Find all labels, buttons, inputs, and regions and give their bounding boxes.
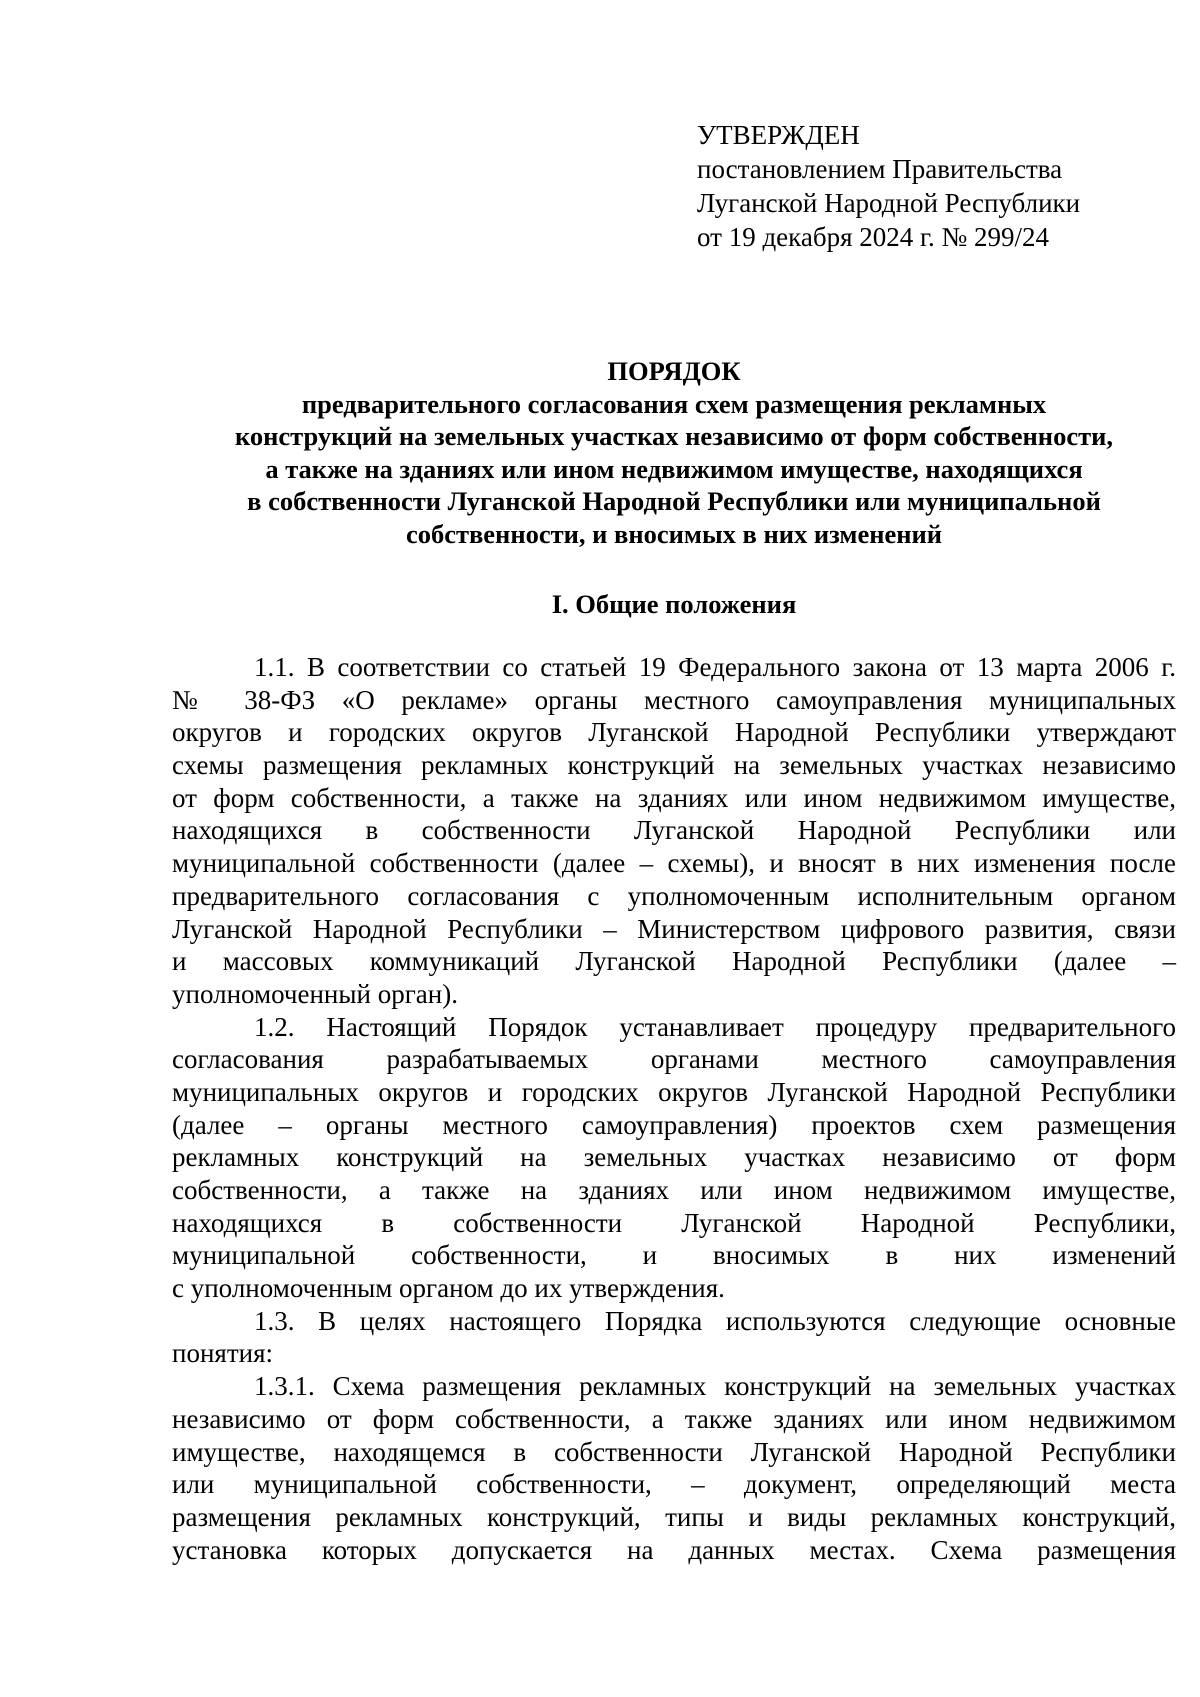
paragraph-p1-2 [172, 1011, 1176, 1305]
paragraph-line: 1.1. В соответствии со статьей 19 Федерального закона от 13 марта 2006 г. [254, 652, 1176, 682]
title-main: ПОРЯДОК [607, 356, 741, 386]
paragraph-line: Луганской Народной Республики – Министерством цифрового развития, связи [172, 913, 1176, 944]
paragraph-line: независимо от форм собственности, а также зданиях или ином недвижимом [172, 1403, 1176, 1434]
paragraph-line: 1.2. Настоящий Порядок устанавливает процедуру предварительного [254, 1011, 1176, 1042]
paragraph-line: или муниципальной собственности, – документ, определяющий места [172, 1469, 1176, 1500]
paragraph-p1-1 [172, 651, 1176, 1011]
section-heading: I. Общие положения [551, 589, 797, 619]
paragraph-p1-3 [172, 1305, 1176, 1370]
paragraph-line: (далее – органы местного самоуправления) проектов схем размещения [172, 1109, 1176, 1140]
paragraph-p1-3-1 [172, 1370, 1176, 1566]
approval-stamp [697, 118, 1167, 254]
paragraph-line: с уполномоченным органом до их утверждения. [172, 1273, 725, 1304]
approval-line: Луганской Народной Республики [697, 188, 1081, 218]
paragraph-line: и массовых коммуникаций Луганской Народной Республики (далее – [172, 946, 1176, 977]
paragraph-line: округов и городских округов Луганской Народной Республики утверждают [172, 717, 1176, 748]
paragraph-line: 1.3.1. Схема размещения рекламных конструкций на земельных участках [254, 1371, 1176, 1402]
approval-line: от 19 декабря 2024 г. № 299/24 [697, 222, 1050, 252]
paragraph-line: предварительного согласования с уполномоченным исполнительным органом [172, 880, 1176, 911]
paragraph-line: муниципальной собственности, и вносимых в них изменений [172, 1240, 1176, 1271]
paragraph-line: согласования разрабатываемых органами местного самоуправления [172, 1044, 1176, 1075]
title-line: предварительного согласования схем размещения рекламных [301, 388, 1047, 419]
paragraph-line: находящихся в собственности Луганской Народной Республики, [172, 1207, 1176, 1238]
paragraph-line: схемы размещения рекламных конструкций на земельных участках независимо [172, 750, 1176, 781]
paragraph-line: находящихся в собственности Луганской Народной Республики или [172, 815, 1176, 846]
approval-line: УТВЕРЖДЕН [697, 120, 860, 150]
paragraph-line: муниципальных округов и городских округов Луганской Народной Республики [172, 1076, 1176, 1107]
paragraph-line: имуществе, находящемся в собственности Луганской Народной Республики [172, 1436, 1176, 1467]
paragraph-line: от форм собственности, а также на зданиях или ином недвижимом имуществе, [172, 782, 1176, 813]
paragraph-line: уполномоченный орган). [172, 978, 458, 1009]
document-body [172, 651, 1176, 1566]
paragraph-line: понятия: [172, 1338, 273, 1369]
paragraph-line: рекламных конструкций на земельных участках независимо от форм [172, 1142, 1176, 1173]
paragraph-line: собственности, а также на зданиях или ином недвижимом имуществе, [172, 1175, 1176, 1205]
paragraph-line: размещения рекламных конструкций, типы и виды рекламных конструкций, [172, 1501, 1176, 1532]
title-line: конструкций на земельных участках независимо от форм собственности, [234, 421, 1113, 451]
paragraph-line: муниципальной собственности (далее – схемы), и вносят в них изменения после [172, 848, 1176, 879]
title-line: а также на зданиях или ином недвижимом имуществе, находящихся [265, 453, 1083, 484]
paragraph-line: установка которых допускается на данных местах. Схема размещения [172, 1534, 1176, 1565]
title-line: в собственности Луганской Народной Республики или муниципальной [247, 486, 1101, 516]
document-title [172, 355, 1176, 550]
paragraph-line: № 38-ФЗ «О рекламе» органы местного самоуправления муниципальных [172, 684, 1176, 715]
approval-line: постановлением Правительства [697, 154, 1063, 184]
paragraph-line: 1.3. В целях настоящего Порядка используются следующие основные [254, 1305, 1176, 1336]
title-line: собственности, и вносимых в них изменений [405, 518, 943, 549]
